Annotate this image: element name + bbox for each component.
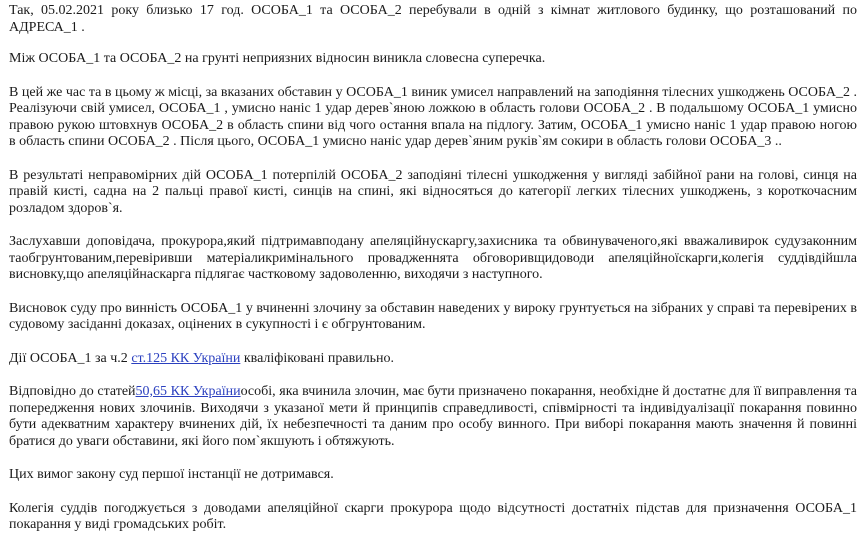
paragraph-punishment-principles <box>9 384 857 450</box>
paragraph-guilt-conclusion: Висновок суду про винність ОСОБА_1 у вчиненні злочину за обставин наведених у вироку грунтується на зібраних у справі та перевірених в судовому засіданні доказах, оцінених в сукупності і є обгрунтованим. <box>9 300 857 332</box>
paragraph-panel-agreement: Колегія суддів погоджується з доводами апеляційної скарги прокурора щодо відсутності достатніх підстав для призначення ОСОБА_1 покарання у виді громадських робіт. <box>9 500 857 532</box>
paragraph-qualification <box>9 351 857 368</box>
paragraph-circumstances: Так, 05.02.2021 року близько 17 год. ОСОБА_1 та ОСОБА_2 перебували в одній з кімнат житлового будинку, що розташований по АДРЕСА_1 . <box>9 3 857 35</box>
qualification-text-after: кваліфіковані правильно. <box>240 350 395 366</box>
qualification-text-before: Дії ОСОБА_1 за ч.2 <box>9 350 132 366</box>
paragraph-injuries: В результаті неправомірних дій ОСОБА_1 потерпілій ОСОБА_2 заподіяні тілесні ушкодження у вигляді забійної рани на голові, синця на правій кисті, садна на 2 пальці правої кисті, синців на спині, які відносяться до категорії легких тілесних ушкоджень, з короткочасним розладом здоров`я. <box>9 167 857 216</box>
principles-text-after: особі, яка вчинила злочин, має бути призначено покарання, необхідне й достатнє для її виправлення та попередження нових злочинів. Виходячи з указаної мети й принципів справедливості, співмірності та індивідуалізації покарання повинно бути адекватним характеру вчинених дій, їх небезпечності та даним про особу винного. При виборі покарання мають значення й повинні братися до уваги обставини, які його пом`якшують і обтяжують. <box>9 384 857 449</box>
paragraph-first-instance: Цих вимог закону суд першої інстанції не дотримався. <box>9 467 334 482</box>
law-link-articles-50-65[interactable]: 50,65 КК України <box>135 384 241 399</box>
law-link-article-125[interactable]: ст.125 КК України <box>131 350 241 366</box>
principles-text-before: Відповідно до статей <box>9 384 136 399</box>
paragraph-assault-description: В цей же час та в цьому ж місці, за вказаних обставин у ОСОБА_1 виник умисел направлений на заподіяння тілесних ушкоджень ОСОБА_2 . Реалізуючи свій умисел, ОСОБА_1 , умисно наніс 1 удар дерев`яною ложкою в область голови ОСОБА_2 . В подальшому ОСОБА_1 умисно правою рукою штовхнув ОСОБА_2 в область спини від чого остання впала на підлогу. Затим, ОСОБА_1 умисно наніс 1 удар правою ногою в область спини ОСОБА_2 . Після цього, ОСОБА_1 умисно наніс удар дерев`яним руків`ям сокири в область голови ОСОБА_3 .. <box>9 84 857 149</box>
paragraph-quarrel: Між ОСОБА_1 та ОСОБА_2 на грунті неприязних відносин виникла словесна суперечка. <box>9 51 546 66</box>
paragraph-hearing: Заслухавши доповідача, прокурора,який підтримавподану апеляційнускаргу,захисника та обвинуваченого,які вважаливирок судузаконним таобгрунтованим,перевіривши матеріаликримінального провадженнята обговоривщидоводи апеляційноїскарги,колегія суддівдійшла висновку,що апеляційнаскарга підлягає частковому задоволенню, виходячи з наступного. <box>9 234 857 282</box>
